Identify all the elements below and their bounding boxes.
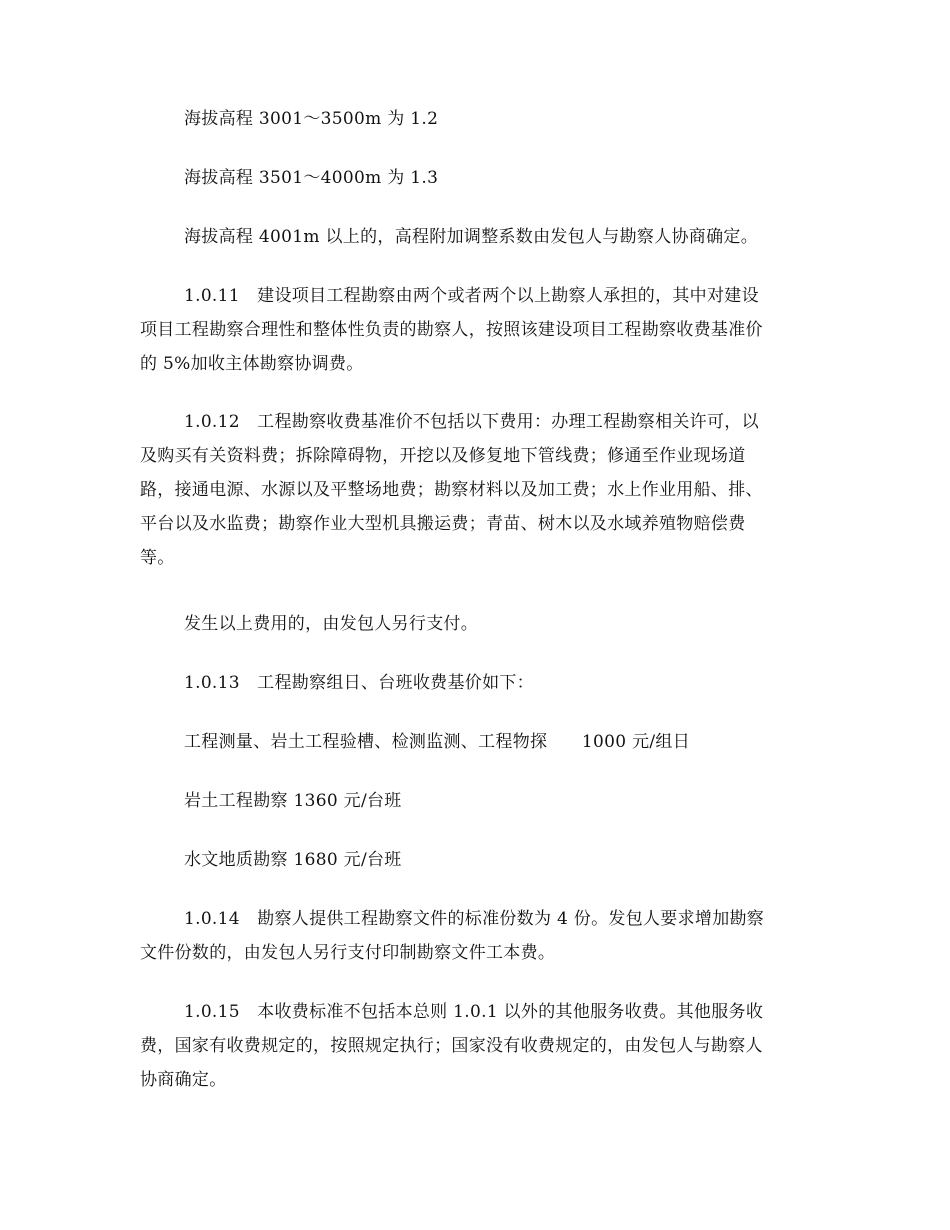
text-line: 发生以上费用的，由发包人另行支付。 bbox=[184, 614, 479, 634]
clause-1-0-13 bbox=[140, 666, 820, 700]
text-line: 海拔高程 3001～3500m 为 1.2 bbox=[184, 109, 439, 129]
text-line: 1.0.15 本收费标准不包括本总则 1.0.1 以外的其他服务收费。其他服务收 bbox=[184, 1002, 764, 1022]
text-line: 文件份数的，由发包人另行支付印制勘察文件工本费。 bbox=[140, 943, 556, 963]
text-line: 海拔高程 3501～4000m 为 1.3 bbox=[184, 168, 439, 188]
clause-1-0-14 bbox=[140, 902, 820, 970]
text-line: 费，国家有收费规定的，按照规定执行；国家没有收费规定的，由发包人与勘察人 bbox=[140, 1036, 763, 1056]
text-line: 等。 bbox=[140, 548, 175, 568]
clause-1-0-15 bbox=[140, 995, 820, 1097]
text-line: 工程测量、岩土工程验槽、检测监测、工程物探 1000 元/组日 bbox=[184, 732, 690, 752]
text-line: 1.0.13 工程勘察组日、台班收费基价如下： bbox=[184, 673, 534, 693]
text-line: 1.0.12 工程勘察收费基准价不包括以下费用：办理工程勘察相关许可，以 bbox=[184, 412, 759, 432]
text-line: 1.0.11 建设项目工程勘察由两个或者两个以上勘察人承担的，其中对建设 bbox=[184, 286, 759, 306]
text-line: 水文地质勘察 1680 元/台班 bbox=[184, 850, 402, 870]
text-line: 协商确定。 bbox=[140, 1070, 227, 1090]
rate-survey bbox=[140, 725, 820, 759]
text-line: 路，接通电源、水源以及平整场地费；勘察材料以及加工费；水上作业用船、排、 bbox=[140, 480, 763, 500]
text-line: 1.0.14 勘察人提供工程勘察文件的标准份数为 4 份。发包人要求增加勘察 bbox=[184, 909, 765, 929]
clause-1-0-12-note bbox=[140, 607, 820, 641]
text-line: 及购买有关资料费；拆除障碍物，开挖以及修复地下管线费；修通至作业现场道 bbox=[140, 446, 746, 466]
text-line: 项目工程勘察合理性和整体性负责的勘察人，按照该建设项目工程勘察收费基准价 bbox=[140, 320, 763, 340]
rate-hydrogeological bbox=[140, 843, 820, 877]
rate-geotechnical bbox=[140, 784, 820, 818]
paragraph-altitude-3501-4000 bbox=[140, 161, 820, 195]
paragraph-altitude-3001-3500 bbox=[140, 102, 820, 136]
text-line: 海拔高程 4001m 以上的，高程附加调整系数由发包人与勘察人协商确定。 bbox=[184, 227, 758, 247]
clause-1-0-12 bbox=[140, 405, 820, 575]
text-line: 的 5%加收主体勘察协调费。 bbox=[140, 354, 364, 374]
text-line: 平台以及水监费；勘察作业大型机具搬运费；青苗、树木以及水域养殖物赔偿费 bbox=[140, 514, 746, 534]
paragraph-altitude-above-4001 bbox=[140, 220, 820, 254]
clause-1-0-11 bbox=[140, 279, 820, 381]
text-line: 岩土工程勘察 1360 元/台班 bbox=[184, 791, 402, 811]
